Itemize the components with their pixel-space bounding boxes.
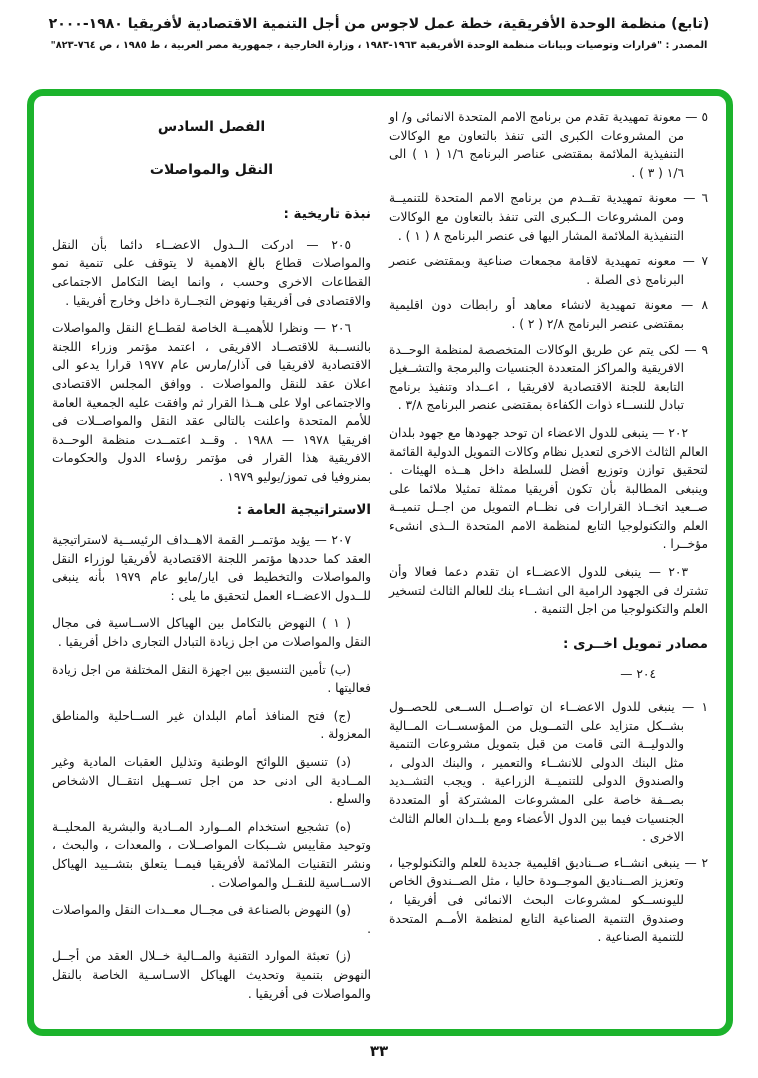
section-heading-funding-sources: مصادر تمويل اخــرى : — [563, 635, 708, 652]
source-citation: المصدر : "قرارات وتوصيات وبيانات منظمة الوحدة الأفريقية ١٩٦٣-١٩٨٣ ، وزارة الخارجية ، جمهورية مصر العربية ، ط ١٩٨٥ ، ص ٧٦٤-٨٢٣" — [50, 40, 708, 51]
paragraph-207: ٢٠٧ — يؤيد مؤتمــر القمة الاهــداف الرئيســية لاستراتيجية العقد كما حددها مؤتمر اللجنة الاقتصادية لأفريقيا لوزراء النقل والمواصلات والتخطيط فى ايار/مايو عام ١٩٧٩ بأنه ينبغى للــدول الاعضــاء العمل لتحقيق ما يلى : — [52, 533, 371, 603]
list-item: ٥ — معونة تمهيدية تقدم من برنامج الامم المتحدة الانمائى و/ او من المشروعات الكبرى التى تنفذ بالتعاون مع الوكالات التنفيذية الملائمة بمقتضى عناصر البرنامج ١/٦ ( ١ ) الى ١/٦ ( ٣ ) . — [389, 110, 708, 180]
paragraph-203: ٢٠٣ — ينبغى للدول الاعضــاء ان تقدم دعما فعالا وأن تشترك فى الجهود الرامية الى انشــاء بنك للعالم الثالث لتسخير العلم والتكنولوجيا من اجل التنمية . — [389, 565, 708, 617]
right-column — [389, 108, 708, 1021]
list-item: ٧ — معونه تمهيدية لاقامة مجمعات صناعية وبمقتضى عنصر البرنامج ذى الصلة . — [389, 254, 708, 287]
paragraph-205: ٢٠٥ — ادركت الــدول الاعضــاء دائما بأن النقل والمواصلات قطاع بالغ الاهمية لا يتوقف على تنمية نمو القطاعات الاخرى وحسب ، وانما ايضا التكامل الاجتماعى والاقتصادى فى أفريقيا ونهوض التجــارة داخل وخارج أفريقيا . — [52, 237, 371, 308]
list-item: (ج) فتح المنافذ أمام البلدان غير الســاحلية والمناطق المعزولة . — [52, 708, 371, 742]
list-item: (ه) تشجيع استخدام المــوارد المــادية والبشرية المحليــة وتوحيد مقاييس شــبكات المواصــلات ، والمعدات ، والبحث ، ونشر التقنيات الملائمة لأفريقيا فيمــا يتعلق بتشــييد الهياكل الاســاسية للنقــل والمواصلات . — [52, 819, 371, 890]
list-item: (د) تنسيق اللوائح الوطنية وتذليل العقبات المادية وغير المــادية الى ادنى حد من اجل تســهيل انتقــال الاشخاص والسلع . — [52, 755, 371, 807]
list-item: (ز) تعبئة الموارد التقنية والمــالية خــلال العقد من أجــل النهوض بتنمية وتحديث الهياكل الاسـاسـية الخاصة بالنقل والمواصلات فى أفريقيا . — [52, 949, 371, 1001]
list-item: ٩ — لكى يتم عن طريق الوكالات المتخصصة لمنظمة الوحــدة الافريقية والمراكز المتعددة الجنسيات والبرمجة والتشــغيل التابعة للجنة الاقتصادية لافريقيا ، اعــداد وتنفيذ برنامج تبادل للنســاء ذوات الكفاءة بمقتضى عنصر البرنامج ٣/٨ . — [389, 342, 708, 413]
paragraph-206: ٢٠٦ — ونظرا للأهميــة الخاصة لقطــاع النقل والمواصلات بالنســبة للاقتصــاد الافريقى ، اعتمد مؤتمر وزراء اللجنة الاقتصادية لافريقيا فى آذار/مارس عام ١٩٧٧ قرارا يدعو الى اعلان عقد للنقل والمواصلات . ووافق المجلس الاقتصادى والاجتماعى اولا على هــذا القرار ثم وافقت عليه الجمعية العامة للأمم المتحدة واعلنت بالتالى عقد النقل والمواصــلات فى افريقيا ١٩٧٨ — ١٩٨٨ . وقــد اعتمــدت منظمة الوحــدة الافريقية هذا القرار فى مؤتمر رؤساء الدول والحكومات بمنروفيا فى تموز/يوليو ١٩٧٩ . — [52, 321, 372, 484]
section-heading-strategy: الاستراتيجية العامة : — [236, 501, 371, 518]
chapter-heading: الفصل السادس — [157, 119, 266, 135]
page-header — [0, 16, 758, 51]
document-title: (تابع) منظمة الوحدة الأفريقية، خطة عمل لاجوس من أجل التنمية الاقتصادية لأفريقيا ١٩٨٠-٢٠٠٠ — [48, 16, 710, 32]
list-item: ١ — ينبغى للدول الاعضــاء ان تواصــل الســعى للحصــول بشــكل متزايد على التمــويل من المؤسســات المــالية والدوليــة التى قامت من قبل بتمويل مشروعات التنمية مثل البنك الدولى للانشــاء والتعمير ، والبنك الدولى ، والصندوق الدولى للتنميــة الزراعية . ويجب التشــديد بصــفة خاصة على المشروعات المشتركة أو المتعددة الجنسيات فيما بين الدول الأعضاء ومع بلــدان العالم الثالث الاخرى . — [389, 700, 708, 845]
paragraph-204-marker: ٢٠٤ — — [620, 667, 656, 682]
list-item: (ب) تأمين التنسيق بين اجهزة النقل المختلفة من اجل زيادة فعاليتها . — [52, 662, 371, 696]
list-item: ٦ — معونة تمهيدية تقــدم من برنامج الامم المتحدة للتنميــة ومن المشروعات الــكبرى التى تنفذ بالتعاون مع الوكالات التنفيذية الملائمة المشار اليها فى عنصر البرنامج ٨ ( ١ ) . — [389, 191, 708, 243]
left-column — [52, 108, 371, 1021]
section-heading-history: نبذة تاريخية : — [283, 206, 371, 223]
list-item: ٨ — معونة تمهيدية لانشاء معاهد أو رابطات دون اقليمية بمقتضى عنصر البرنامج ٢/٨ ( ٢ ) . — [389, 298, 708, 331]
chapter-subheading: النقل والمواصلات — [149, 161, 274, 178]
list-item: ( ١ ) النهوض بالتكامل بين الهياكل الاســاسية فى مجال النقل والمواصلات من اجل زيادة التبادل التجارى داخل أفريقيا . — [52, 616, 371, 650]
list-item: (و) النهوض بالصناعة فى مجــال معــدات النقل والمواصلات . — [52, 903, 371, 936]
list-item: ٢ — ينبغى انشــاء صــناديق اقليمية جديدة للعلم والتكنولوجيا ، وتعزيز الصــناديق الموجــودة حاليا ، مثل الصــندوق الخاص لليونســكو لمشروعات البحث الانمائى فى أفريقيا ، وصندوق التنمية الصناعية التابع لمنظمة الأمــم المتحدة للتنمية الصناعية . — [389, 855, 708, 945]
page-number: ٣٣ — [369, 1042, 389, 1060]
paragraph-202: ٢٠٢ — ينبغى للدول الاعضاء ان توحد جهودها مع جهود بلدان العالم الثالث الاخرى لتعديل نظام وكالات التمويل الدولية القائمة لتحقيق توازن وتوزيع أفضل للسلطة داخل هــذه الهيئات . وينبغى المطالبة بأن تكون أفريقيا ممثلة تمثيلا ملائما على صــعيد اتخــاذ القرارات فى نظــام التمويل من اجــل تنميــة العلم والتكنولوجيا التابع لمنظمة الامم المتحدة الــذى انشىء مؤخــرا . — [389, 425, 708, 552]
content-frame — [27, 89, 733, 1036]
